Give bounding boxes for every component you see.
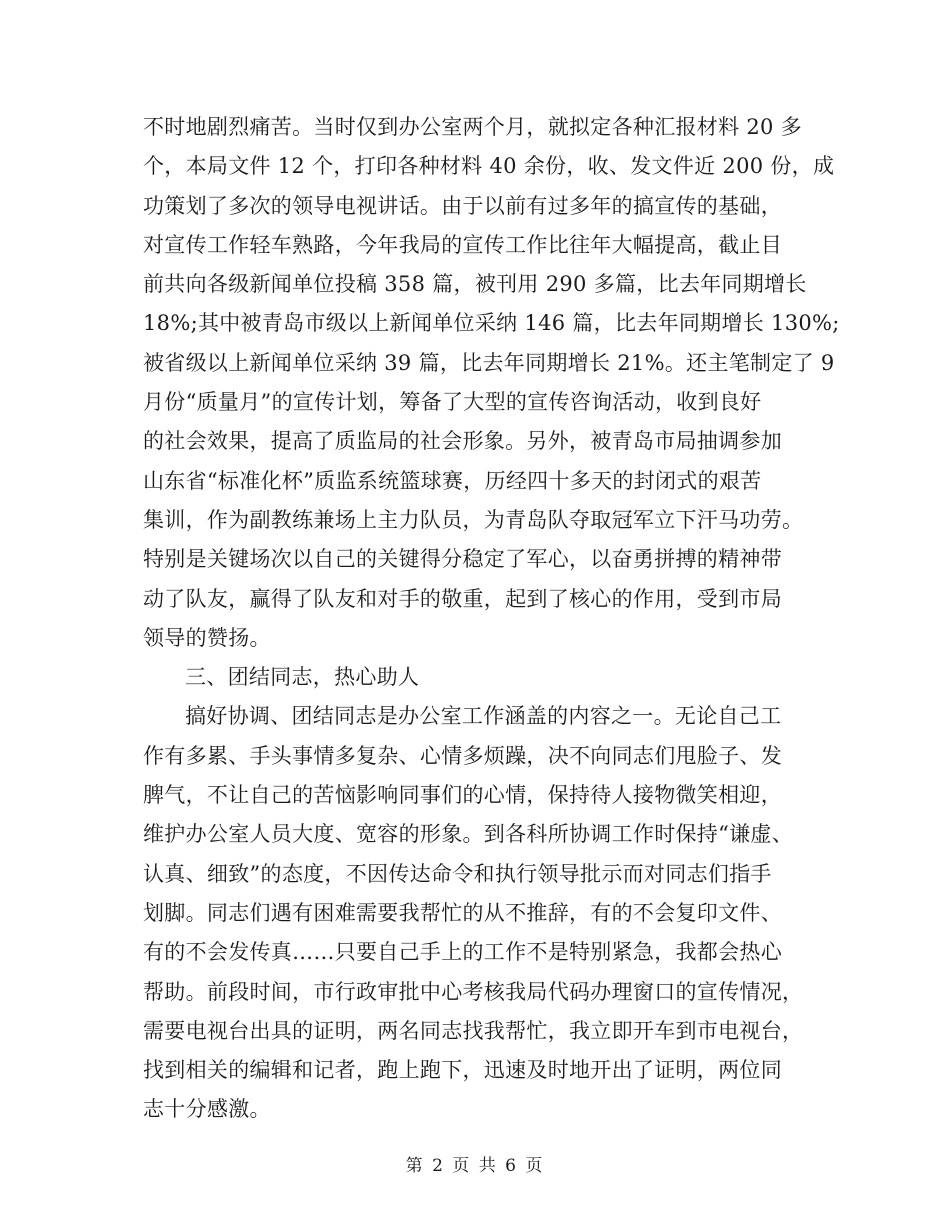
text-line: 有的不会发传真……只要自己手上的工作不是特别紧急，我都会热心 (143, 940, 782, 965)
text-line: 领导的赞扬。 (143, 625, 271, 650)
text-line: 功策划了多次的领导电视讲话。由于以前有过多年的搞宣传的基础， (143, 193, 782, 218)
text-line: 18%;其中被青岛市级以上新闻单位采纳 146 篇，比去年同期增长 130%; (143, 311, 840, 336)
text-line: 对宣传工作轻车熟路，今年我局的宣传工作比往年大幅提高，截止目 (143, 232, 782, 257)
text-line: 动了队友，赢得了队友和对手的敬重，起到了核心的作用，受到市局 (143, 586, 782, 611)
text-line: 前共向各级新闻单位投稿 358 篇，被刊用 290 多篇，比去年同期增长 (143, 272, 807, 297)
paragraph-1 (143, 108, 840, 658)
text-line: 找到相关的编辑和记者，跑上跑下，迅速及时地开出了证明，两位同 (143, 1058, 782, 1083)
text-line: 划脚。同志们遇有困难需要我帮忙的从不推辞，有的不会复印文件、 (143, 900, 782, 925)
text-line: 脾气，不让自己的苦恼影响同事们的心情，保持待人接物微笑相迎， (143, 783, 782, 808)
text-line: 作有多累、手头事情多复杂、心情多烦躁，决不向同志们甩脸子、发 (143, 743, 782, 768)
text-line: 认真、细致”的态度，不因传达命令和执行领导批示而对同志们指手 (143, 861, 772, 886)
text-line: 被省级以上新闻单位采纳 39 篇，比去年同期增长 21%。还主笔制定了 9 (143, 350, 835, 375)
text-line: 维护办公室人员大度、宽容的形象。到各科所协调工作时保持“谦虚、 (143, 822, 794, 847)
text-line: 集训，作为副教练兼场上主力队员，为青岛队夺取冠军立下汗马功劳。 (143, 507, 804, 532)
text-line: 帮助。前段时间，市行政审批中心考核我局代码办理窗口的宣传情况， (143, 979, 804, 1004)
text-line: 的社会效果，提高了质监局的社会形象。另外，被青岛市局抽调参加 (143, 429, 782, 454)
text-line: 不时地剧烈痛苦。当时仅到办公室两个月，就拟定各种汇报材料 20 多 (143, 115, 802, 139)
text-line: 搞好协调、团结同志是办公室工作涵盖的内容之一。无论自己工 (185, 704, 782, 729)
body-text (143, 108, 840, 1130)
section-heading: 三、团结同志，热心助人 (185, 665, 420, 690)
page-number-footer: 第 2 页 共 6 页 (405, 1156, 545, 1176)
text-line: 志十分感激。 (143, 1097, 271, 1122)
text-line: 个，本局文件 12 个，打印各种材料 40 余份，收、发文件近 200 份，成 (143, 154, 835, 179)
text-line: 需要电视台出具的证明，两名同志找我帮忙，我立即开车到市电视台， (143, 1018, 804, 1043)
text-line: 特别是关键场次以自己的关键得分稳定了军心，以奋勇拼搏的精神带 (143, 547, 782, 572)
text-line: 山东省“标准化杯”质监系统篮球赛，历经四十多天的封闭式的艰苦 (143, 468, 762, 493)
text-line: 月份“质量月”的宣传计划，筹备了大型的宣传咨询活动，收到良好 (143, 390, 762, 415)
paragraph-2 (143, 697, 808, 1129)
